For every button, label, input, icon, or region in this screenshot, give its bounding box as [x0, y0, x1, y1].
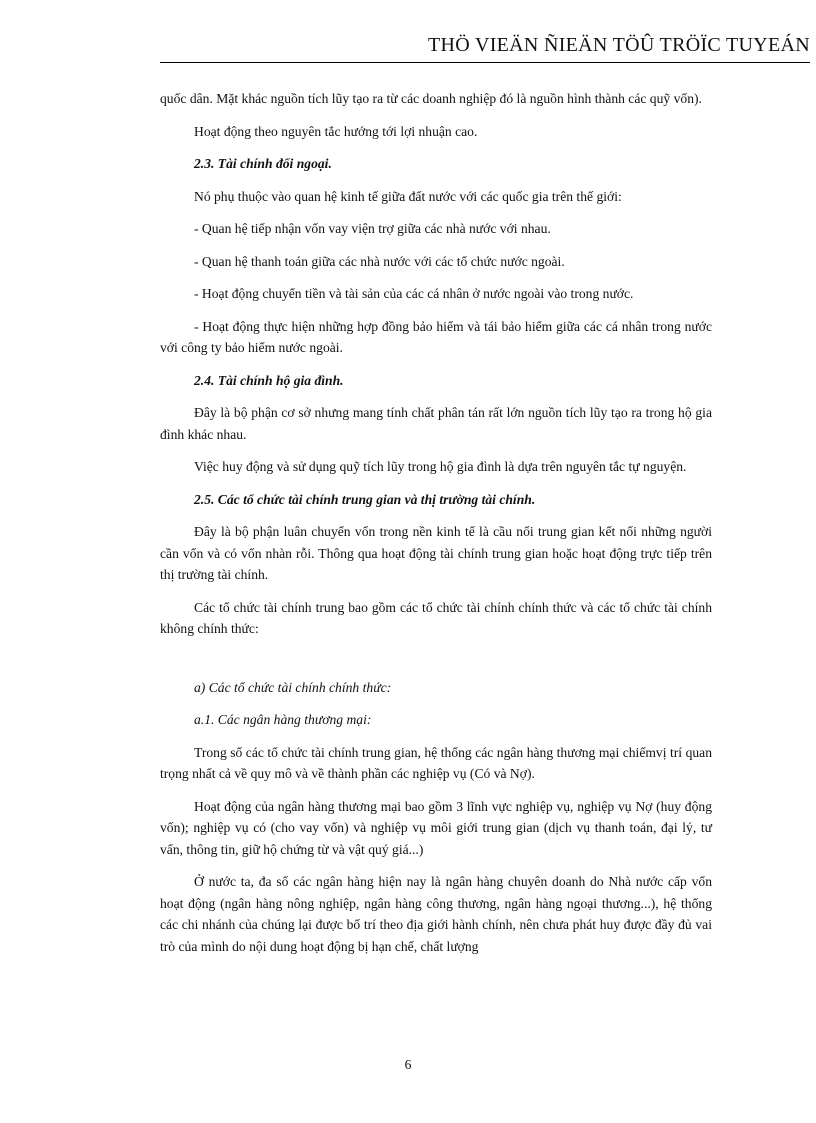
- paragraph: Việc huy động và sử dụng quỹ tích lũy trong hộ gia đình là dựa trên nguyên tắc tự nguyện.: [194, 459, 687, 474]
- page-header-title: THÖ VIEÄN ÑIEÄN TÖÛ TRÖÏC TUYEÁN: [428, 34, 810, 56]
- paragraph: Nó phụ thuộc vào quan hệ kinh tế giữa đất nước với các quốc gia trên thế giới:: [194, 188, 622, 204]
- list-item: - Hoạt động thực hiện những hợp đồng bảo hiểm và tái bảo hiểm giữa các cá nhân trong nước với công ty bảo hiểm nước ngoài.: [160, 318, 712, 355]
- paragraph: Các tổ chức tài chính trung bao gồm các tổ chức tài chính chính thức và các tổ chức tài chính không chính thức:: [160, 599, 712, 636]
- page-number: 6: [404, 1057, 412, 1072]
- list-item: - Hoạt động chuyển tiền và tài sản của các cá nhân ở nước ngoài vào trong nước.: [194, 286, 634, 301]
- document-body: [160, 88, 712, 968]
- list-item: - Quan hệ thanh toán giữa các nhà nước với các tổ chức nước ngoài.: [194, 253, 565, 269]
- paragraph: Đây là bộ phận cơ sở nhưng mang tính chất phân tán rất lớn nguồn tích lũy tạo ra trong hộ gia đình khác nhau.: [160, 405, 712, 442]
- paragraph: Trong số các tổ chức tài chính trung gian, hệ thống các ngân hàng thương mại chiếmvị trí quan trọng nhất cả về quy mô và về thành phần các nghiệp vụ (Có và Nợ).: [160, 744, 712, 781]
- section-heading-2-5: 2.5. Các tổ chức tài chính trung gian và thị trường tài chính.: [194, 491, 536, 507]
- paragraph: Ở nước ta, đa số các ngân hàng hiện nay là ngân hàng chuyên doanh do Nhà nước cấp vốn hoạt động (ngân hàng nông nghiệp, ngân hàng công thương, ngân hàng ngoại thương...), hệ thống các chi nhánh của chúng lại được bố trí theo địa giới hành chính, nên chưa phát huy được đầy đủ vai trò của mình do nội dung hoạt động bị hạn chế, chất lượng: [160, 874, 712, 954]
- paragraph: Hoạt động của ngân hàng thương mại bao gồm 3 lĩnh vực nghiệp vụ, nghiệp vụ Nợ (huy động vốn); nghiệp vụ có (cho vay vốn) và nghiệp vụ môi giới trung gian (dịch vụ thanh toán, đại lý, tư vấn, thông tin, giữ hộ chứng từ và vật quý giá...): [160, 798, 712, 857]
- subsection-heading-a: a) Các tổ chức tài chính chính thức:: [194, 679, 392, 695]
- paragraph: Đây là bộ phận luân chuyển vốn trong nền kinh tế là cầu nối trung gian kết nối những người cần vốn và có vốn nhàn rỗi. Thông qua hoạt động tài chính trung gian hoặc hoạt động trực tiếp trên thị trường tài chính.: [160, 524, 712, 582]
- spacer: [160, 651, 712, 677]
- section-heading-2-4: 2.4. Tài chính hộ gia đình.: [194, 372, 344, 388]
- paragraph: Hoạt động theo nguyên tắc hướng tới lợi nhuận cao.: [194, 123, 478, 139]
- subsection-heading-a1: a.1. Các ngân hàng thương mại:: [194, 712, 372, 727]
- paragraph: quốc dân. Mặt khác nguồn tích lũy tạo ra từ các doanh nghiệp đó là nguồn hình thành các quỹ vốn).: [160, 91, 702, 106]
- header-divider: [160, 62, 810, 63]
- list-item: - Quan hệ tiếp nhận vốn vay viện trợ giữa các nhà nước với nhau.: [194, 221, 551, 236]
- section-heading-2-3: 2.3. Tài chính đối ngoại.: [194, 156, 332, 171]
